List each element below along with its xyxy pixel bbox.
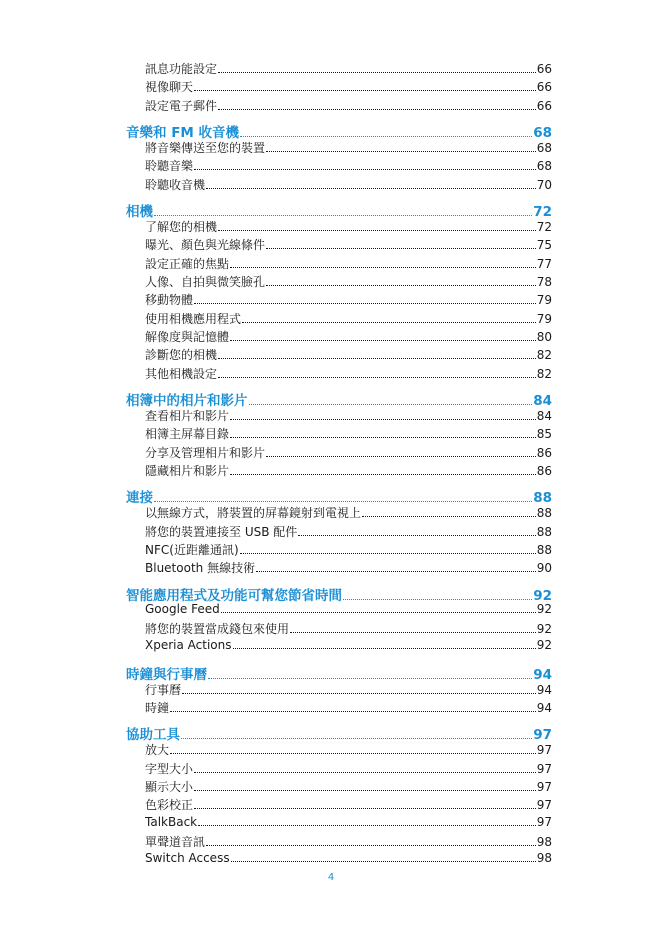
toc-entry-title: 字型大小	[145, 761, 194, 776]
table-of-contents	[126, 60, 552, 869]
dot-leader	[206, 845, 536, 846]
dot-leader	[194, 808, 536, 809]
toc-entry-page: 82	[536, 366, 552, 381]
toc-entry-title: 使用相機應用程式	[145, 311, 242, 326]
toc-entry-title: 色彩校正	[145, 798, 194, 813]
toc-entry-title: 其他相機設定	[145, 366, 218, 381]
toc-entry-title: Xperia Actions	[145, 638, 232, 653]
toc-entry-page: 84	[533, 392, 552, 409]
toc-entry[interactable]	[126, 425, 552, 443]
dot-leader	[230, 340, 536, 341]
toc-entry[interactable]	[126, 541, 552, 559]
toc-entry[interactable]	[126, 815, 552, 833]
toc-section-entry[interactable]	[126, 480, 552, 507]
toc-entry-page: 97	[536, 779, 552, 794]
toc-entry-page: 98	[536, 851, 552, 866]
toc-entry-title: 診斷您的相機	[145, 348, 218, 363]
toc-entry-title: 行事曆	[145, 682, 182, 697]
toc-entry-page: 72	[536, 219, 552, 234]
toc-entry-title: 解像度與記憶體	[145, 329, 230, 344]
toc-entry[interactable]	[126, 407, 552, 425]
toc-entry[interactable]	[126, 602, 552, 620]
toc-entry-page: 79	[536, 311, 552, 326]
dot-leader	[249, 404, 533, 405]
toc-entry-title: Google Feed	[145, 601, 220, 616]
toc-entry-page: 86	[536, 463, 552, 478]
dot-leader	[194, 90, 536, 91]
toc-entry[interactable]	[126, 176, 552, 194]
toc-entry-title: 將音樂傳送至您的裝置	[145, 140, 266, 155]
dot-leader	[218, 230, 536, 231]
toc-entry-page: 97	[533, 727, 552, 744]
dot-leader	[266, 248, 536, 249]
toc-entry-page: 92	[536, 601, 552, 616]
toc-entry-page: 72	[533, 203, 552, 220]
toc-entry-title: 將您的裝置當成錢包來使用	[145, 621, 290, 636]
toc-entry-title: 移動物體	[145, 293, 194, 308]
toc-entry-page: 66	[536, 80, 552, 95]
dot-leader	[221, 612, 536, 613]
dot-leader	[181, 738, 532, 739]
toc-entry-title: 放大	[145, 743, 170, 758]
toc-entry[interactable]	[126, 699, 552, 717]
toc-entry-title: 視像聊天	[145, 80, 194, 95]
toc-entry[interactable]	[126, 681, 552, 699]
toc-entry-title: 聆聽收音機	[145, 177, 206, 192]
dot-leader	[233, 648, 536, 649]
toc-entry-page: 70	[536, 177, 552, 192]
toc-entry-title: 智能應用程式及功能可幫您節省時間	[126, 587, 342, 604]
toc-entry[interactable]	[126, 78, 552, 96]
toc-entry[interactable]	[126, 97, 552, 115]
toc-entry-page: 88	[536, 506, 552, 521]
toc-entry[interactable]	[126, 236, 552, 254]
toc-entry[interactable]	[126, 255, 552, 273]
toc-entry-page: 75	[536, 238, 552, 253]
toc-entry-page: 80	[536, 329, 552, 344]
toc-entry-title: 曝光、顏色與光線條件	[145, 238, 266, 253]
toc-entry[interactable]	[126, 778, 552, 796]
toc-entry-title: 相簿主屏幕目錄	[145, 427, 230, 442]
toc-entry-page: 92	[536, 638, 552, 653]
toc-entry-title: 設定電子郵件	[145, 98, 218, 113]
toc-entry-page: 88	[536, 524, 552, 539]
toc-entry[interactable]	[126, 291, 552, 309]
toc-entry-page: 94	[536, 682, 552, 697]
toc-entry[interactable]	[126, 328, 552, 346]
toc-entry-page: 97	[536, 798, 552, 813]
toc-entry-page: 78	[536, 274, 552, 289]
toc-entry[interactable]	[126, 462, 552, 480]
toc-entry-title: TalkBack	[145, 814, 198, 829]
toc-entry[interactable]	[126, 851, 552, 869]
toc-entry-page: 84	[536, 408, 552, 423]
dot-leader	[230, 437, 536, 438]
dot-leader	[343, 599, 532, 600]
toc-entry[interactable]	[126, 523, 552, 541]
toc-entry-title: NFC(近距離通訊)	[145, 542, 239, 557]
toc-entry-page: 82	[536, 348, 552, 363]
toc-entry-page: 97	[536, 761, 552, 776]
toc-entry[interactable]	[126, 504, 552, 522]
toc-entry[interactable]	[126, 139, 552, 157]
toc-entry[interactable]	[126, 620, 552, 638]
toc-entry-page: 94	[536, 700, 552, 715]
toc-entry-title: 人像、自拍與微笑臉孔	[145, 274, 266, 289]
dot-leader	[170, 753, 536, 754]
toc-entry-page: 66	[536, 98, 552, 113]
toc-entry[interactable]	[126, 760, 552, 778]
toc-entry-page: 85	[536, 427, 552, 442]
toc-entry-title: 了解您的相機	[145, 219, 218, 234]
dot-leader	[218, 72, 536, 73]
toc-entry-title: 顯示大小	[145, 779, 194, 794]
toc-entry[interactable]	[126, 157, 552, 175]
toc-entry-page: 66	[536, 62, 552, 76]
toc-entry-title: 協助工具	[126, 727, 180, 744]
dot-leader	[208, 678, 532, 679]
dot-leader	[230, 267, 536, 268]
toc-entry-title: 聆聽音樂	[145, 159, 194, 174]
dot-leader	[218, 377, 536, 378]
toc-entry-title: 查看相片和影片	[145, 408, 230, 423]
toc-entry-title: 相機	[126, 203, 153, 220]
toc-entry-page: 68	[536, 159, 552, 174]
toc-section-entry[interactable]	[126, 717, 552, 744]
toc-entry-page: 92	[533, 587, 552, 604]
dot-leader	[206, 188, 536, 189]
toc-entry-title: 相簿中的相片和影片	[126, 392, 248, 409]
toc-entry-page: 94	[533, 666, 552, 683]
toc-entry-page: 92	[536, 621, 552, 636]
toc-section-entry[interactable]	[126, 383, 552, 407]
toc-entry-title: 時鐘	[145, 700, 170, 715]
toc-entry-page: 86	[536, 445, 552, 460]
dot-leader	[362, 516, 536, 517]
toc-entry-title: Switch Access	[145, 851, 230, 866]
dot-leader	[194, 169, 536, 170]
toc-entry-page: 77	[536, 256, 552, 271]
toc-entry-title: 分享及管理相片和影片	[145, 445, 266, 460]
toc-entry[interactable]	[126, 365, 552, 383]
toc-entry-title: 連接	[126, 490, 153, 507]
dot-leader	[231, 861, 536, 862]
page-number: 4	[327, 872, 335, 883]
toc-entry-title: 以無線方式，將裝置的屏幕鏡射到電視上	[145, 506, 362, 521]
toc-entry-title: 音樂和 FM 收音機	[126, 124, 240, 141]
toc-entry[interactable]	[126, 346, 552, 364]
toc-section-entry[interactable]	[126, 657, 552, 681]
toc-entry-page: 68	[536, 140, 552, 155]
toc-entry-page: 79	[536, 293, 552, 308]
toc-entry[interactable]	[126, 638, 552, 656]
toc-entry-title: Bluetooth 無線技術	[145, 561, 256, 576]
toc-entry-title: 訊息功能設定	[145, 62, 218, 76]
toc-entry[interactable]	[126, 273, 552, 291]
dot-leader	[198, 825, 536, 826]
toc-entry[interactable]	[126, 796, 552, 814]
toc-entry-title: 單聲道音訊	[145, 834, 206, 849]
dot-leader	[256, 571, 536, 572]
toc-section-entry[interactable]	[126, 194, 552, 218]
toc-entry-page: 88	[536, 542, 552, 557]
dot-leader	[218, 358, 536, 359]
dot-leader	[230, 474, 536, 475]
toc-entry-page: 90	[536, 561, 552, 576]
toc-entry-title: 隱藏相片和影片	[145, 463, 230, 478]
toc-entry[interactable]	[126, 310, 552, 328]
toc-section-entry[interactable]	[126, 115, 552, 139]
dot-leader	[240, 553, 536, 554]
dot-leader	[266, 285, 536, 286]
toc-entry-page: 88	[533, 490, 552, 507]
dot-leader	[170, 711, 536, 712]
dot-leader	[194, 772, 536, 773]
dot-leader	[242, 322, 536, 323]
dot-leader	[298, 535, 535, 536]
toc-entry[interactable]	[126, 60, 552, 78]
toc-entry-title: 設定正確的焦點	[145, 256, 230, 271]
toc-entry[interactable]	[126, 444, 552, 462]
toc-entry[interactable]	[126, 218, 552, 236]
dot-leader	[194, 790, 536, 791]
toc-entry[interactable]	[126, 559, 552, 577]
dot-leader	[194, 303, 536, 304]
toc-entry-page: 97	[536, 814, 552, 829]
toc-entry[interactable]	[126, 741, 552, 759]
toc-entry[interactable]	[126, 833, 552, 851]
dot-leader	[230, 419, 536, 420]
dot-leader	[240, 136, 532, 137]
dot-leader	[266, 456, 536, 457]
dot-leader	[154, 501, 532, 502]
toc-section-entry[interactable]	[126, 578, 552, 602]
dot-leader	[218, 109, 536, 110]
toc-entry-page: 98	[536, 834, 552, 849]
dot-leader	[182, 693, 536, 694]
toc-entry-title: 時鐘與行事曆	[126, 666, 207, 683]
dot-leader	[290, 632, 536, 633]
toc-entry-title: 將您的裝置連接至 USB 配件	[145, 524, 298, 539]
dot-leader	[154, 215, 532, 216]
toc-entry-page: 97	[536, 743, 552, 758]
dot-leader	[266, 151, 536, 152]
toc-entry-page: 68	[533, 124, 552, 141]
